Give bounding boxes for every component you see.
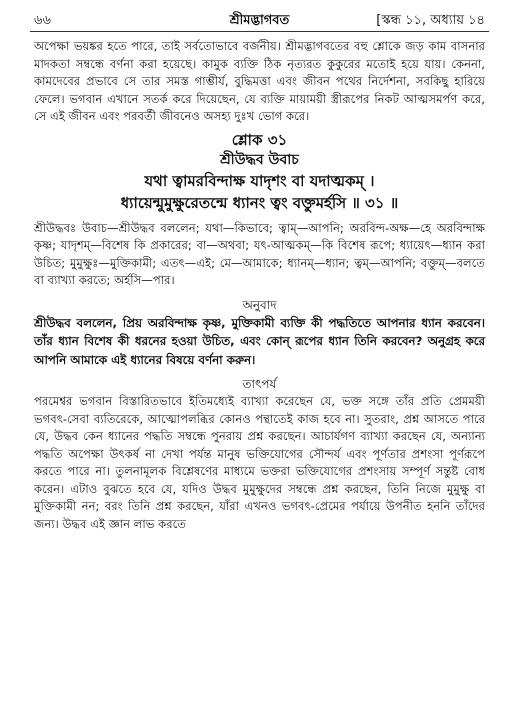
verse-line-1: যথা ত্বামরবিন্দাক্ষ যাদৃশং বা যদাত্মকম্ । xyxy=(144,171,375,190)
purport-heading: তাৎপর্য xyxy=(242,377,277,391)
running-title: শ্রীমদ্ভাগবত xyxy=(229,13,290,28)
word-meanings: শ্রীউদ্ধবঃ উবাচ—শ্রীউদ্ধব বললেন; যথা—কিভাবে; ত্বাম্—আপনি; অরবিন্দ-অক্ষ—হে অরবিন্দাক্ষ কৃষ্ণ; যাদৃশম্—বিশেষ কি প্রকারের; বা—অথবা; যৎ-আত্মকম্—কি বিশেষ রূপে; ধ্যায়েৎ—ধ্যান করা উচিত; মুমুক্ষুঃ—মুক্তিকামী; এতৎ—এই; মে—আমাকে; ধ্যানম্—ধ্যান; ত্বম্—আপনি; বক্তুম্—বলতে বা ব্যাখ্যা করতে; অর্হসি—পার। xyxy=(34,220,485,287)
page-header xyxy=(34,8,485,30)
verse-speaker: শ্রীউদ্ধব উবাচ xyxy=(220,151,299,168)
verse-number: শ্লোক ৩১ xyxy=(231,130,288,149)
intro-paragraph: অপেক্ষা ভয়ঙ্কর হতে পারে, তাই সর্বতোভাবে বর্জনীয়। শ্রীমদ্ভাগবতের বহু শ্লোকে জড় কাম বাসনার মাদকতা সম্বন্ধে বর্ণনা করা হয়েছে। কামুক ব্যক্তি ঠিক নৃত্যরত কুকুরের মতোই হয়ে যায়। কেননা, কামদেবের প্রভাবে সে তার সমস্ত গাম্ভীর্য, বুদ্ধিমত্তা এবং জীবন পথের নির্দেশনা, সবকিছু হারিয়ে ফেলে। ভগবান এখানে সতর্ক করে দিয়েছেন, যে ব্যক্তি মায়াময়ী স্ত্রীরূপের নিকট আত্মসমর্পণ করে, সে এই জীবন এবং পরবর্তী জীবনেও অসহ্য দুঃখ ভোগ করে। xyxy=(34,39,485,123)
translation-text: শ্রীউদ্ধব বললেন, প্রিয় অরবিন্দাক্ষ কৃষ্ণ, মুক্তিকামী ব্যক্তি কী পদ্ধতিতে আপনার ধ্যান করবেন। তাঁর ধ্যান বিশেষ কী ধরনের হওয়া উচিত, এবং কোন্ রূপের ধ্যান তিনি করবেন? অনুগ্রহ করে আপনি আমাকে এই ধ্যানের বিষয়ে বর্ণনা করুন। xyxy=(34,315,485,367)
header-rule xyxy=(30,31,489,32)
purport-text: পরমেশ্বর ভগবান বিস্তারিতভাবে ইতিমধ্যেই ব্যাখ্যা করেছেন যে, ভক্ত সঙ্গে তাঁর প্রতি প্রেমময়ী ভগবৎ-সেবা ব্যতিরেকে, আত্মোপলব্ধির কোনও পন্থাতেই কাজ হবে না। সুতরাং, প্রশ্ন আসতে পারে যে, উদ্ধব কেন ধ্যানের পদ্ধতি সম্বন্ধে পুনরায় প্রশ্ন করছেন। আচার্যগণ ব্যাখ্যা করছেন যে, অন্যান্য পদ্ধতি অপেক্ষা উৎকর্ষ না দেখা পর্যন্ত মানুষ ভক্তিযোগের সৌন্দর্য এবং পূর্ণতার প্রশংসা পূর্ণরূপে করতে পারে না। তুলনামূলক বিশ্লেষণের মাধ্যমে ভক্তরা ভক্তিযোগের প্রশংসায় সম্পূর্ণ সন্তুষ্ট বোধ করেন। এটাও বুঝতে হবে যে, যদিও উদ্ধব মুমুক্ষুদের সম্বন্ধে প্রশ্ন করছেন, তিনি নিজে মুমুক্ষু বা মুক্তিকামী নন; বরং তিনি প্রশ্ন করছেন, যাঁরা এখনও ভগবৎ-প্রেমের পর্যায়ে উপনীত হননি তাঁদের জন্য। উদ্ধব এই জ্ঞান লাভ করতে xyxy=(34,394,485,531)
page-number: ৬৬ xyxy=(34,13,51,28)
verse-line-2: ধ্যায়েন্মুমুক্ষুরেতন্মে ধ্যানং ত্বং বক্তুমর্হসি ॥ ৩১ ॥ xyxy=(120,193,399,212)
page-content xyxy=(34,38,485,533)
translation-heading: অনুবাদ xyxy=(242,297,277,312)
chapter-reference: [স্কন্ধ ১১, অধ্যায় ১৪ xyxy=(376,13,485,28)
